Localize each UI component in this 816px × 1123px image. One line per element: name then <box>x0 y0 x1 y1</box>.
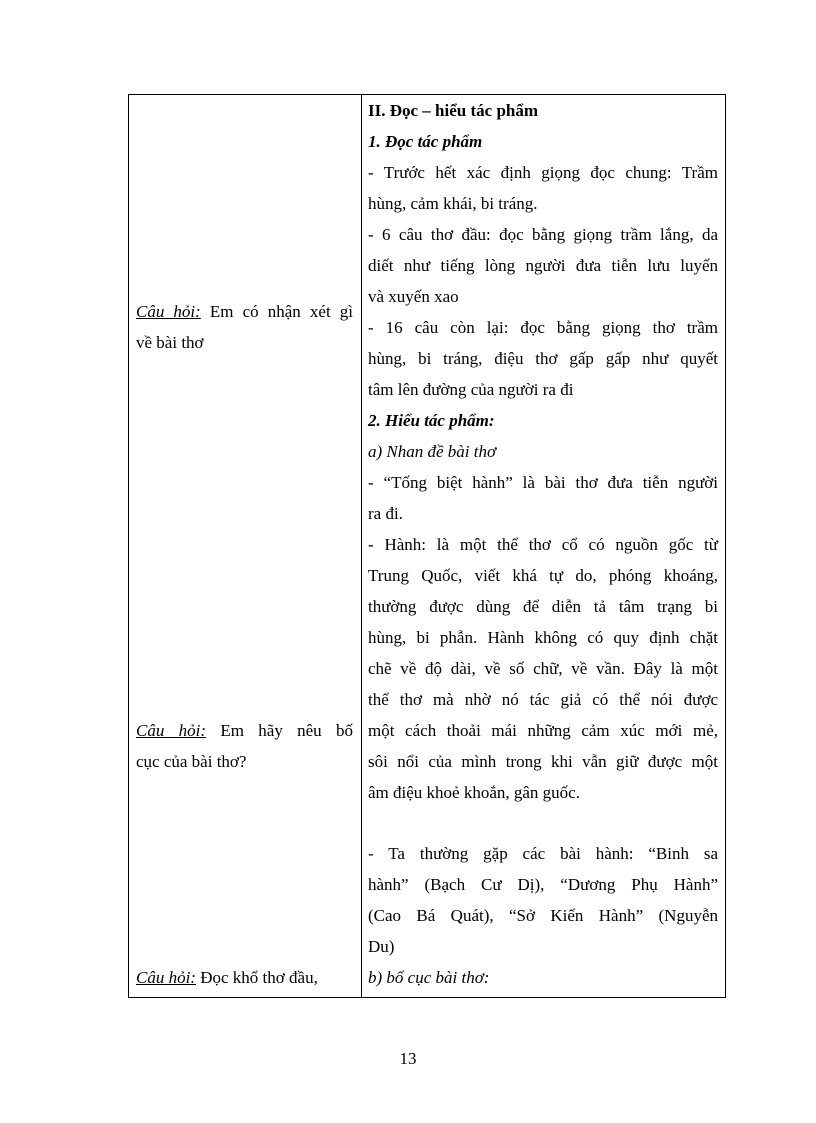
paragraph-line: âm điệu khoẻ khoắn, gân guốc. <box>368 783 580 802</box>
question-2-line-2: cục của bài thơ? <box>136 752 247 771</box>
paragraph-line: hành” (Bạch Cư Dị), “Dương Phụ Hành” <box>368 875 718 894</box>
question-1-line-2: về bài thơ <box>136 333 204 352</box>
page-number: 13 <box>399 1049 417 1068</box>
paragraph-line: - Hành: là một thể thơ cổ có nguồn gốc từ <box>368 535 718 554</box>
paragraph-line: - Ta thường gặp các bài hành: “Binh sa <box>368 844 718 863</box>
paragraph-line: Trung Quốc, viết khá tự do, phóng khoáng, <box>368 566 718 585</box>
question-1-line-1: Câu hỏi: Em có nhận xét gì <box>136 302 353 321</box>
paragraph-line: sôi nổi của mình trong khi vẫn giữ được một <box>368 752 718 771</box>
item-a-title: a) Nhan đề bài thơ <box>368 442 497 461</box>
paragraph-line: - 6 câu thơ đầu: đọc bằng giọng trầm lắng, da <box>368 225 718 244</box>
paragraph-line: tâm lên đường của người ra đi <box>368 380 574 399</box>
paragraph-line: chẽ về độ dài, về số chữ, về vần. Đây là một <box>368 659 718 678</box>
section-heading: II. Đọc – hiểu tác phẩm <box>368 101 539 120</box>
paragraph-line: hùng, bi phẫn. Hành không có quy định chặt <box>368 628 718 647</box>
paragraph-line: ra đi. <box>368 504 403 523</box>
paragraph-line: và xuyến xao <box>368 287 459 306</box>
lesson-table <box>128 94 726 998</box>
paragraph-line: một cách thoải mái những cảm xúc mới mẻ, <box>368 721 718 740</box>
paragraph-line: thể thơ mà nhờ nó tác giả có thể nói được <box>368 690 718 709</box>
paragraph-line: diết như tiếng lòng người đưa tiễn lưu luyến <box>368 256 718 275</box>
question-3-line-1: Câu hỏi: Đọc khổ thơ đầu, <box>136 968 318 987</box>
item-b-title: b) bố cục bài thơ: <box>368 968 490 987</box>
subheading-read: 1. Đọc tác phẩm <box>368 132 483 151</box>
paragraph-line: (Cao Bá Quát), “Sở Kiến Hành” (Nguyễn <box>368 906 718 925</box>
paragraph-line: thường được dùng để diễn tả tâm trạng bi <box>368 597 718 616</box>
paragraph-line: - Trước hết xác định giọng đọc chung: Trầm <box>368 163 718 182</box>
column-divider <box>361 95 362 997</box>
paragraph-line: hùng, cảm khái, bi tráng. <box>368 194 538 213</box>
subheading-understand: 2. Hiểu tác phẩm: <box>368 411 495 430</box>
paragraph-line: Du) <box>368 937 395 956</box>
question-2-line-1: Câu hỏi: Em hãy nêu bố <box>136 721 353 740</box>
paragraph-line: - 16 câu còn lại: đọc bằng giọng thơ trầm <box>368 318 718 337</box>
paragraph-line: hùng, bi tráng, điệu thơ gấp gấp như quyết <box>368 349 718 368</box>
paragraph-line: - “Tống biệt hành” là bài thơ đưa tiễn người <box>368 473 718 492</box>
